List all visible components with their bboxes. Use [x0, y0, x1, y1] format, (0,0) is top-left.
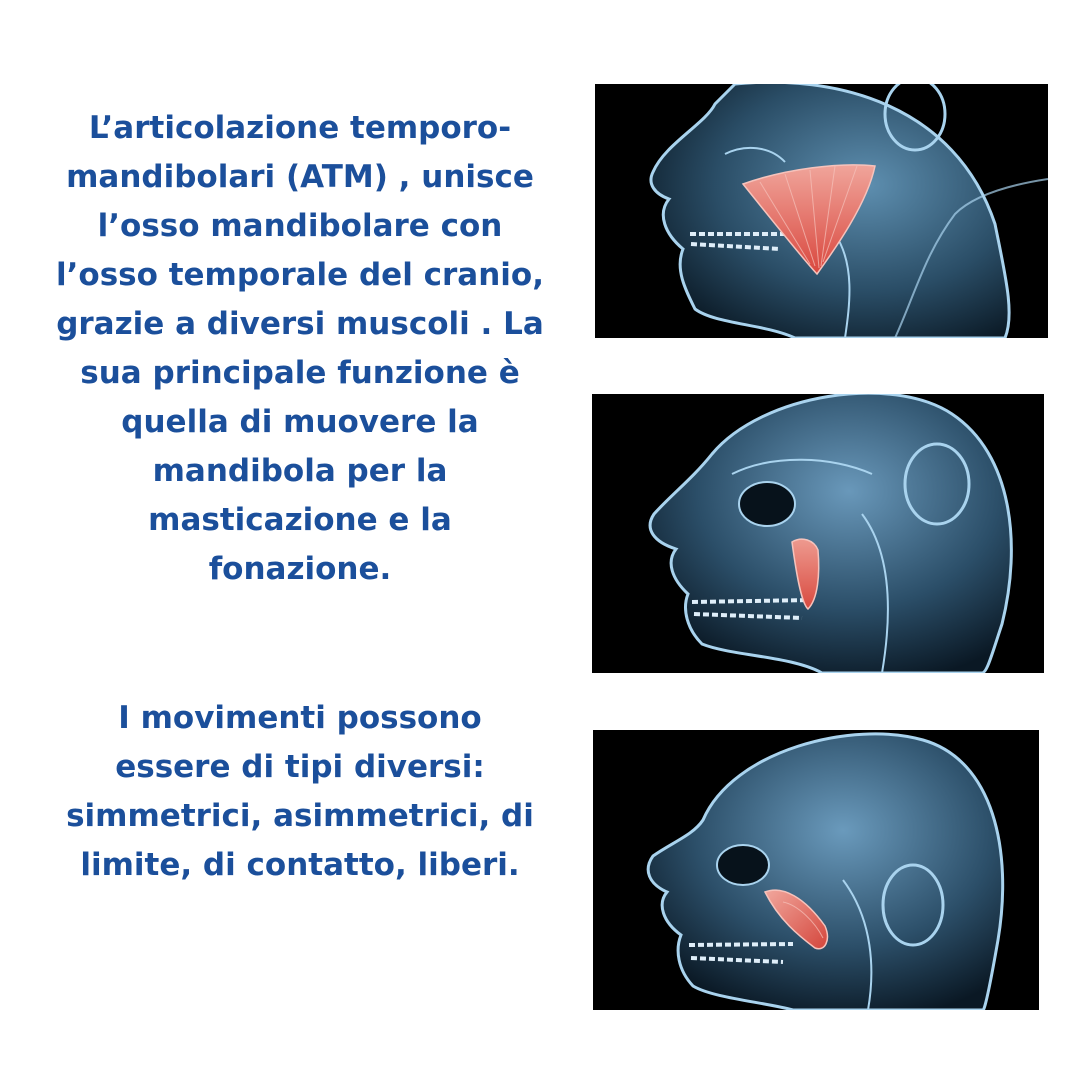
intro-line: quella di muovere la: [121, 404, 479, 440]
skull-pterygoid-image: [593, 730, 1039, 1010]
skull-pterygoid-muscle-xray-icon: [593, 730, 1039, 1010]
intro-line: L’articolazione temporo-: [88, 110, 512, 146]
intro-line: grazie a diversi muscoli . La: [56, 306, 544, 342]
movements-line: I movimenti possono: [118, 700, 482, 736]
intro-paragraph: [40, 104, 560, 594]
movements-line: essere di tipi diversi:: [115, 749, 485, 785]
movements-line: simmetrici, asimmetrici, di: [66, 798, 534, 834]
skull-masseter-muscle-xray-icon: [595, 84, 1048, 338]
movements-paragraph: [40, 694, 560, 890]
intro-line: l’osso mandibolare con: [97, 208, 503, 244]
skull-temporalis-image: [592, 394, 1044, 673]
intro-line: fonazione.: [208, 551, 392, 587]
skull-temporalis-muscle-xray-icon: [592, 394, 1044, 673]
intro-line: mandibola per la: [152, 453, 448, 489]
intro-line: masticazione e la: [148, 502, 452, 538]
skull-masseter-image: [595, 84, 1048, 338]
intro-line: sua principale funzione è: [80, 355, 520, 391]
movements-line: limite, di contatto, liberi.: [80, 847, 520, 883]
intro-line: l’osso temporale del cranio,: [56, 257, 544, 293]
intro-line: mandibolari (ATM) , unisce: [66, 159, 534, 195]
